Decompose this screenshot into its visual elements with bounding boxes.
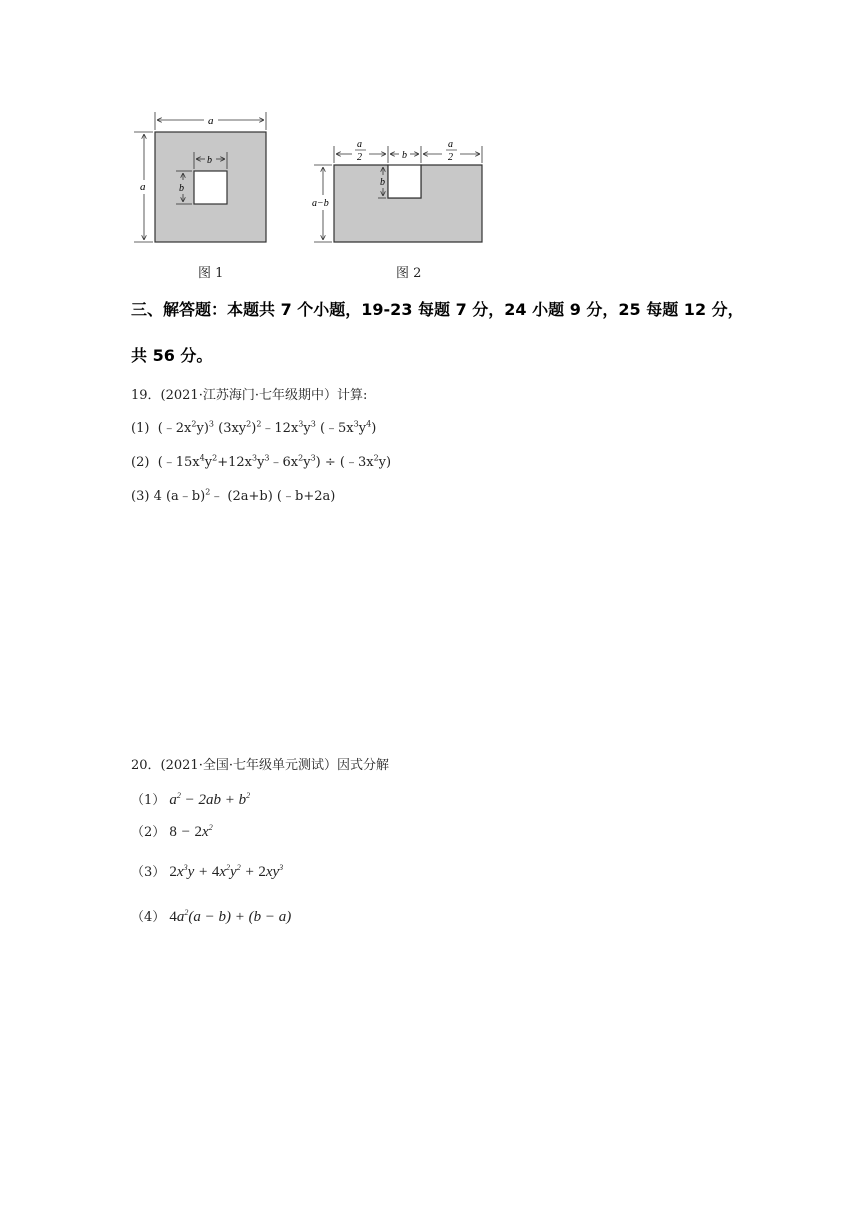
q20-item-1-number: （1） bbox=[131, 793, 166, 808]
fig2-label-left: a−b bbox=[312, 198, 329, 209]
fig2-top-right-den: 2 bbox=[448, 152, 453, 163]
q19-item-2-expression: $(﹣15x^4y^2+12x^3y^3﹣6x^2y^3)$ ÷ $(﹣3x^2y)$ bbox=[153, 453, 392, 470]
fig2-top-left-num: a bbox=[357, 139, 362, 150]
q20-item-4 bbox=[131, 906, 291, 926]
inner-square bbox=[194, 171, 227, 204]
q20-item-1 bbox=[131, 789, 250, 809]
q19-item-3-number: (3) bbox=[131, 489, 150, 504]
section-heading-line1: 三、解答题：本题共 7 个小题，19-23 每题 7 分，24 小题 9 分，25 每题 12 分， bbox=[131, 300, 744, 319]
fig1-label-inner-top: b bbox=[207, 155, 212, 166]
q20-header: 20．(2021·全国·七年级单元测试）因式分解 bbox=[131, 758, 389, 773]
q19-item-3-expression: 4 (a﹣b)$^2$﹣ (2a+b) (﹣b+2a) bbox=[153, 487, 336, 504]
fig2-label-inner: b bbox=[380, 177, 385, 188]
q19-item-1-number: (1) bbox=[131, 421, 150, 436]
q20-item-3 bbox=[131, 861, 283, 881]
fig1-label-top: a bbox=[208, 115, 214, 127]
figure-1 bbox=[120, 108, 280, 253]
q19-item-2 bbox=[131, 451, 391, 470]
q20-item-4-number: （4） bbox=[131, 910, 166, 925]
fig2-top-left-den: 2 bbox=[357, 152, 362, 163]
q19-item-1 bbox=[131, 417, 376, 436]
q19-header: 19．(2021·江苏海门·七年级期中）计算: bbox=[131, 388, 368, 403]
fig1-label-inner-left: b bbox=[179, 183, 184, 194]
section-heading-line2: 共 56 分。 bbox=[131, 346, 213, 365]
q20-item-4-expression: $4a^2(a - b) + (b - a)$ bbox=[169, 908, 292, 925]
figure-1-caption: 图 1 bbox=[198, 266, 224, 281]
q20-item-3-expression: $2x^3y + 4x^2y^2 + 2xy^3$ bbox=[169, 863, 284, 880]
fig2-top-right-num: a bbox=[448, 139, 453, 150]
q20-item-3-number: （3） bbox=[131, 865, 166, 880]
notch bbox=[388, 165, 421, 198]
q20-item-1-expression: $a^2 - 2ab + b^2$ bbox=[169, 791, 251, 808]
q20-item-2-number: （2） bbox=[131, 825, 166, 840]
fig1-label-left: a bbox=[140, 181, 146, 193]
figure-2-caption: 图 2 bbox=[396, 266, 422, 281]
q19-item-3 bbox=[131, 485, 335, 504]
q19-item-2-number: (2) bbox=[131, 455, 150, 470]
q20-item-2 bbox=[131, 821, 213, 841]
q19-item-1-expression: $(﹣2x^2y)^3$ $(3xy^2)^2﹣12x^3y^3$ $(﹣5x^3y^4)$ bbox=[153, 419, 377, 436]
q20-item-2-expression: $8 - 2x^2$ bbox=[169, 823, 213, 840]
fig2-top-mid: b bbox=[402, 150, 407, 161]
figure-2 bbox=[306, 136, 496, 246]
